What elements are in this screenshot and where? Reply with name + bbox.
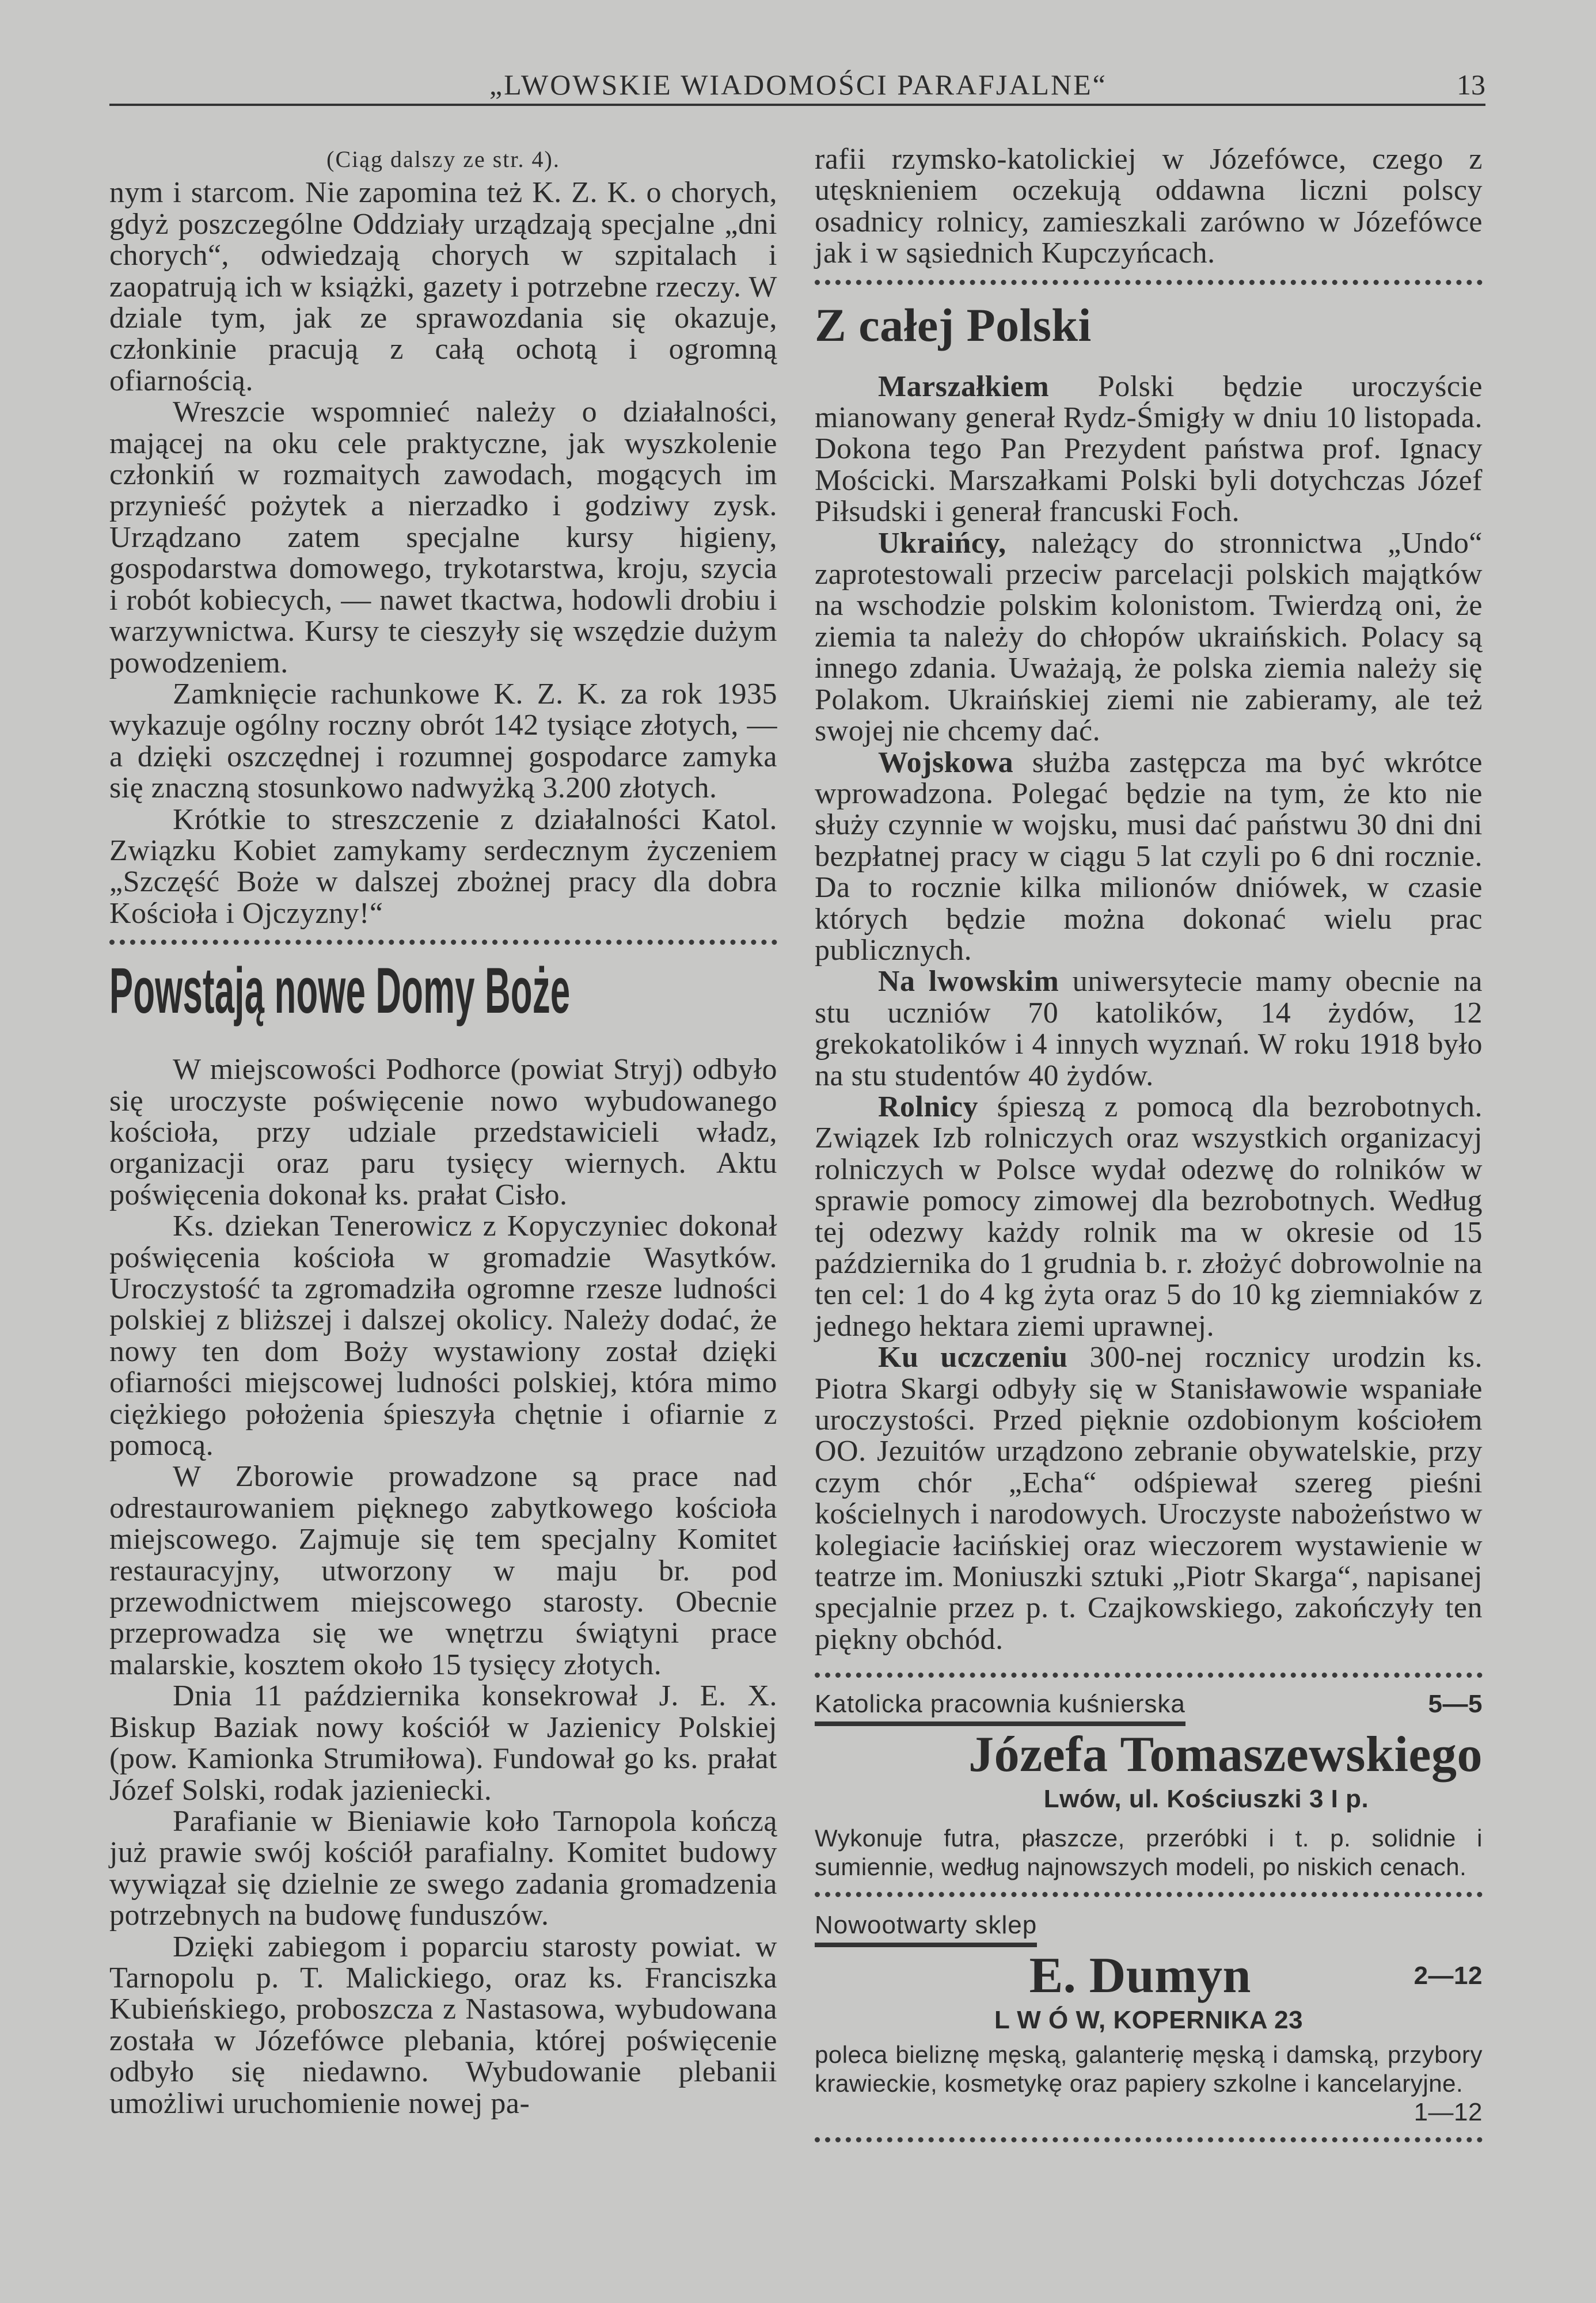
news-text: należący do stronnictwa „Undo“ zaprotestowali przeciw parcelacji polskich majątków na wschodzie polskim kolonistom. Twierdzą oni, że ziemia ta należy do chłopów ukraińskich. Polacy są innego zdania. Uważają, że polska ziemia należy się Polakom. Ukraińskiej ziemi nie zabieramy, ale też swojej nie chcemy dać. [815, 526, 1483, 748]
page-header [109, 68, 1485, 106]
news-item [815, 966, 1483, 1092]
paragraph: Wreszcie wspomnieć należy o działalności, mającej na oku cele praktyczne, jak wyszkolenie członkiń w rozmaitych zawodach, mogących im przynieść pożytek a nierzadko i godziwy zysk. Urządzano zatem specjalne kursy higieny, gospodarstwa domowego, trykotarstwa, kroju, szycia i robót kobiecych, — nawet tkactwa, hodowli drobiu i warzywnictwa. Kursy te cieszyły się wszędzie dużym powodzeniem. [109, 396, 777, 679]
newspaper-title: „LWOWSKIE WIADOMOŚCI PARAFJALNE“ [489, 69, 1107, 101]
ad-text: poleca bieliznę męską, galanterię męską i damską, przybory krawieckie, kosmetykę oraz papiery szkolne i kancelaryjne. [815, 2041, 1483, 2097]
ad-header-row [815, 1689, 1483, 1726]
ad-shop [815, 1909, 1483, 2127]
news-item [815, 1092, 1483, 1342]
ad-name: Józefa Tomaszewskiego [968, 1727, 1483, 1783]
news-lead: Ukraińcy, [878, 526, 1006, 560]
ad-number: 2—12 [1413, 1962, 1483, 1990]
ad-text: Wykonuje futra, płaszcze, przeróbki i t. p. solidnie i sumiennie, według najnowszych modeli, po niskich cenach. [815, 1825, 1483, 1881]
left-column [109, 144, 777, 2119]
paragraph: W Zborowie prowadzone są prace nad odrestaurowaniem pięknego zabytkowego kościoła miejscowego. Zajmuje się tem specjalny Komitet restauracyjny, utworzony w maju br. pod przewodnictwem miejscowego starosty. Obecnie przeprowadza się we wnętrzu świątyni prace malarskie, kosztem około 15 tysięcy złotych. [109, 1460, 777, 1681]
ornamental-divider [815, 2137, 1483, 2142]
ad-label: Katolicka pracownia kuśnierska [815, 1689, 1185, 1726]
right-column [815, 144, 1483, 2154]
news-text: służba zastępcza ma być wkrótce wprowadzona. Polegać będzie na tym, że kto nie służy czynnie w wojsku, musi dać państwu 30 dni dni bezpłatnej pracy w ciągu 5 lat czyli po 6 dni rocznie. Da to rocznie kilka milionów dniówek, w czasie których będzie można dokonać wielu prac publicznych. [815, 746, 1483, 967]
news-lead: Marszałkiem [878, 370, 1050, 403]
news-item [815, 371, 1483, 528]
paragraph: Zamknięcie rachunkowe K. Z. K. za rok 1935 wykazuje ogólny roczny obrót 142 tysiące złotych, — a dzięki oszczędnej i rozumnej gospodarce zamyka się znaczną stosunkowo nadwyżką 3.200 złotych. [109, 677, 777, 805]
ad-address: Lwów, ul. Kościuszki 3 I p. [1043, 1785, 1369, 1814]
ad-label: Nowootwarty sklep [815, 1910, 1037, 1947]
paragraph: Parafianie w Bieniawie koło Tarnopola kończą już prawie swój kościół parafialny. Komitet budowy wywiązał się dzielnie ze swego zadania gromadzenia potrzebnych na budowę funduszów. [109, 1804, 777, 1932]
news-lead: Rolnicy [878, 1090, 978, 1123]
paragraph: W miejscowości Podhorce (powiat Stryj) odbyło się uroczyste poświęcenie nowo wybudowanego kościoła, przy udziale przedstawicieli władz, organizacji oraz paru tysięcy wiernych. Aktu poświęcenia dokonał ks. prałat Cisło. [109, 1053, 777, 1211]
ornamental-divider [815, 1673, 1483, 1678]
news-text: uniwersytecie mamy obecnie na stu uczniów 70 katolików, 14 żydów, 12 grekokatolików i 4 innych wyznań. W roku 1918 było na stu studentów 40 żydów. [815, 965, 1483, 1092]
advertisements [815, 1673, 1483, 2142]
paragraph: Dzięki zabiegom i poparciu starosty powiat. w Tarnopolu p. T. Malickiego, oraz ks. Franciszka Kubieńskiego, proboszcza z Nastasowa, wybudowana została w Józefówce plebania, której poświęcenie odbyło się niedawno. Wybudowanie plebanii umożliwi uruchomienie nowej pa- [109, 1930, 777, 2120]
ad-furrier [815, 1689, 1483, 1882]
continuation-note: (Ciąg dalszy ze str. 4). [326, 146, 560, 172]
news-text: Polski będzie uroczyście mianowany generał Rydz-Śmigły w dniu 10 listopada. Dokona tego Pan Prezydent państwa prof. Ignacy Mościcki. Marszałkami Polski byli dotychczas Józef Piłsudski i generał francuski Foch. [815, 370, 1483, 529]
article-title: Powstają nowe Domy Boże [109, 955, 571, 1027]
ornamental-divider [815, 280, 1483, 285]
paragraph: Dnia 11 października konsekrował J. E. X. Biskup Baziak nowy kościół w Jazienicy Polskiej (pow. Kamionka Strumiłowa). Fundował go ks. prałat Józef Solski, rodak jazieniecki. [109, 1679, 777, 1807]
news-lead: Wojskowa [878, 746, 1014, 779]
news-lead: Na lwowskim [878, 965, 1059, 998]
ad-address: L W Ó W, KOPERNIKA 23 [994, 2006, 1304, 2035]
ad-name-row [815, 1947, 1483, 2005]
news-item [815, 1342, 1483, 1655]
page-number: 13 [1457, 69, 1485, 101]
ad-number: 1—12 [1413, 2098, 1483, 2127]
paragraph: Krótkie to streszczenie z działalności Katol. Związku Kobiet zamykamy serdecznym życzeniem „Szczęść Boże w dalszej zbożnej pracy dla dobra Kościoła i Ojczyzny!“ [109, 803, 777, 930]
news-item [815, 528, 1483, 747]
paragraph: Ks. dziekan Tenerowicz z Kopyczyniec dokonał poświęcenia kościoła w gromadzie Wasytków. Uroczystość ta zgromadziła ogromne rzesze ludności polskiej z bliższej i dalszej okolicy. Należy dodać, że nowy ten dom Boży wystawiony został dzięki ofiarności miejscowej ludności polskiej, która mimo ciężkiego położenia śpieszyła chętnie i ofiarnie z pomocą. [109, 1210, 777, 1462]
ad-name: E. Dumyn [1029, 1948, 1251, 2004]
news-lead: Ku uczczeniu [878, 1341, 1068, 1374]
news-item [815, 747, 1483, 967]
section-title: Z całej Polski [815, 298, 1092, 351]
paragraph: nym i starcom. Nie zapomina też K. Z. K. o chorych, gdyż poszczególne Oddziały urządzają specjalne „dni chorych“, odwiedzają chorych w szpitalach i zaopatrują ich w książki, gazety i potrzebne rzeczy. W dziale tym, jak ze sprawozdania się okazuje, członkinie pracują z całą ochotą i ogromną ofiarnością. [109, 176, 777, 397]
ornamental-divider [815, 1892, 1483, 1897]
ad-number: 5—5 [1428, 1690, 1483, 1719]
paragraph: rafii rzymsko-katolickiej w Józefówce, czego z utęsknieniem oczekują oddawna liczni polscy osadnicy rolnicy, zamieszkali zarówno w Józefówce jak i w sąsiednich Kupczyńcach. [815, 143, 1483, 270]
news-text: śpieszą z pomocą dla bezrobotnych. Związek Izb rolniczych oraz wszystkich organizacyj rolniczych w Polsce wydał odezwę do rolników w sprawie pomocy zimowej dla bezrobotnych. Według tej odezwy każdy rolnik ma w okresie od 15 października do 1 grudnia b. r. złożyć dobrowolnie na ten cel: 1 do 4 kg żyta oraz 5 do 10 kg ziemniaków z jednego hektara ziemi uprawnej. [815, 1090, 1483, 1343]
ornamental-divider [109, 940, 777, 945]
news-text: 300-nej rocznicy urodzin ks. Piotra Skargi odbyły się w Stanisławowie wspaniałe uroczystości. Przed pięknie ozdobionym kościołem OO. Jezuitów urządzono zebranie obywatelskie, przy czym chór „Echa“ odśpiewał szereg pieśni kościelnych i narodowych. Uroczyste nabożeństwo w kolegiacie łacińskiej oraz wieczorem wystawienie w teatrze im. Moniuszki sztuki „Piotr Skarga“, napisanej specjalnie przez p. t. Czajkowskiego, zakończyły ten piękny obchód. [815, 1341, 1483, 1656]
